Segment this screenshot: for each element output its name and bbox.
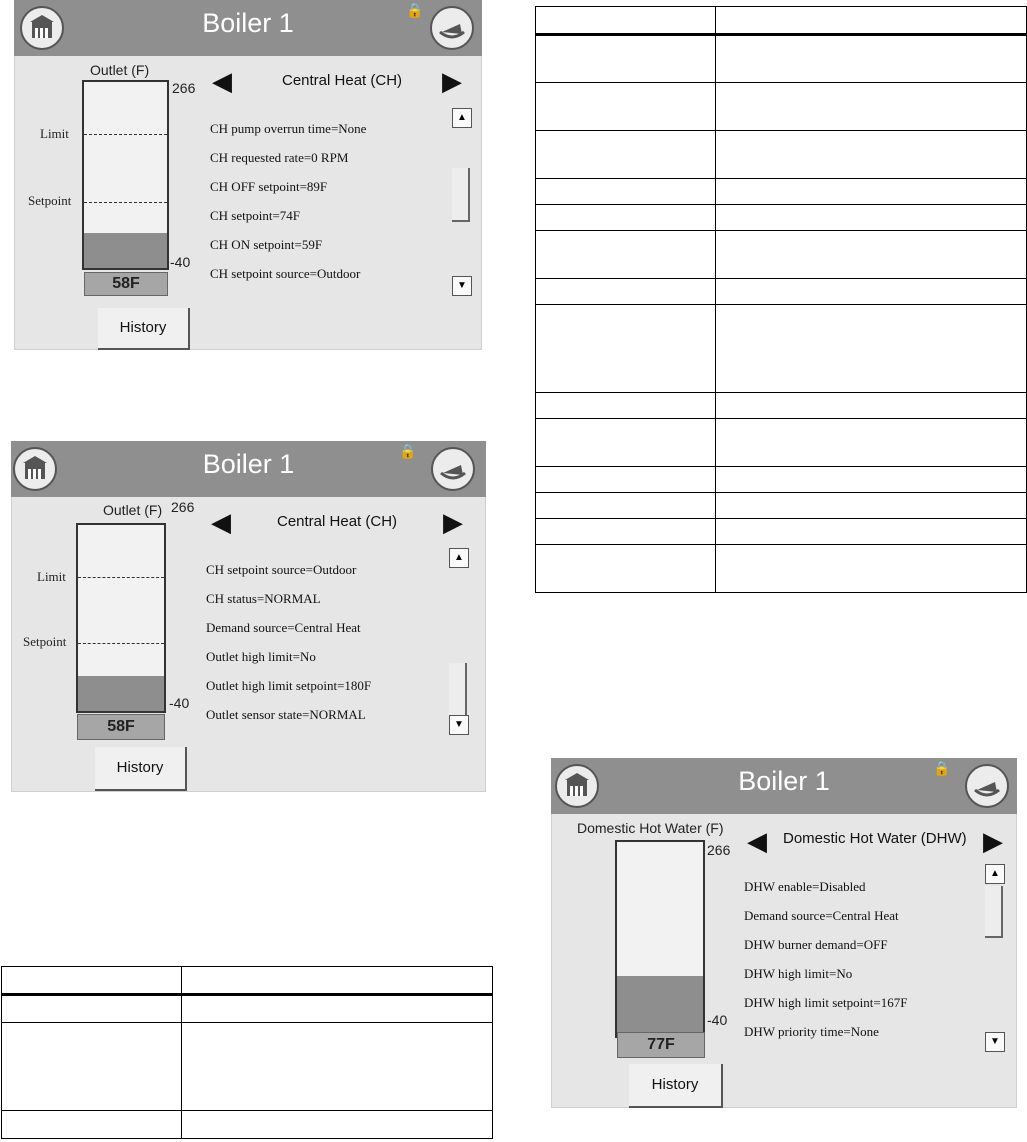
limit-label: Limit (40, 126, 69, 141)
table-row (536, 545, 1027, 593)
gauge-fill (78, 676, 164, 711)
history-button[interactable]: History (98, 308, 190, 350)
setpoint-label: Setpoint (28, 193, 72, 208)
scrollbar-thumb[interactable] (449, 663, 467, 717)
lock-icon[interactable]: 🔒 (406, 2, 424, 18)
table-row (536, 131, 1027, 179)
history-button[interactable]: History (629, 1064, 723, 1108)
outlet-gauge (82, 80, 169, 270)
table-cell (716, 83, 1027, 131)
table-cell (182, 967, 493, 995)
table-row (2, 995, 493, 1023)
boiler-screen-3 (551, 758, 1017, 1108)
table-cell (2, 967, 182, 995)
scroll-up-button[interactable]: ▲ (985, 864, 1005, 884)
table-cell (716, 545, 1027, 593)
table-header-row (536, 7, 1027, 35)
table-cell (716, 493, 1027, 519)
list-item: CH setpoint source=Outdoor (210, 266, 361, 281)
table-cell (2, 1023, 182, 1111)
back-button[interactable] (430, 6, 474, 50)
boiler-screen-1 (14, 0, 482, 350)
left-arrow-icon[interactable]: ◀ (747, 826, 767, 856)
table-cell (716, 7, 1027, 35)
list-item: CH requested rate=0 RPM (210, 150, 349, 165)
lock-icon[interactable]: 🔒 (399, 443, 417, 459)
table-row (2, 1023, 493, 1111)
table-cell (716, 279, 1027, 305)
limit-line (84, 134, 167, 135)
lock-icon[interactable]: 🔒 (933, 760, 951, 776)
list-item: DHW high limit=No (744, 966, 853, 981)
table-cell (716, 393, 1027, 419)
list-item: DHW burner demand=OFF (744, 937, 888, 952)
setpoint-line (84, 202, 167, 203)
gauge-max: 266 (707, 842, 731, 858)
scroll-down-button[interactable]: ▼ (452, 276, 472, 296)
table-header-row (2, 967, 493, 995)
list-item: Outlet high limit setpoint=180F (206, 678, 372, 693)
boiler-screen-2 (11, 441, 486, 792)
mode-label: Central Heat (CH) (282, 72, 403, 89)
table-cell (536, 493, 716, 519)
list-item: Demand source=Central Heat (206, 620, 361, 635)
table-cell (716, 467, 1027, 493)
table-cell (182, 995, 493, 1023)
back-button[interactable] (431, 447, 475, 491)
table-row (536, 179, 1027, 205)
right-arrow-icon[interactable]: ▶ (983, 826, 1003, 856)
back-button[interactable] (965, 764, 1009, 808)
list-item: DHW priority time=None (744, 1024, 879, 1039)
table-cell (716, 179, 1027, 205)
gauge-min: -40 (169, 695, 190, 711)
parameter-table-right (535, 6, 1027, 593)
gauge-min: -40 (170, 254, 191, 270)
table-cell (536, 179, 716, 205)
gauge-label: Outlet (F) (103, 502, 163, 518)
list-item: CH OFF setpoint=89F (210, 179, 328, 194)
list-item: Demand source=Central Heat (744, 908, 899, 923)
table-cell (536, 35, 716, 83)
right-arrow-icon[interactable]: ▶ (443, 507, 463, 537)
scrollbar-thumb[interactable] (452, 168, 470, 222)
parameter-list (210, 121, 366, 295)
gauge-max: 266 (172, 80, 196, 96)
return-icon (432, 8, 472, 48)
table-cell (2, 995, 182, 1023)
table-cell (536, 7, 716, 35)
table-row (2, 1111, 493, 1139)
gauge-label: Outlet (F) (90, 62, 150, 78)
table-cell (716, 131, 1027, 179)
table-row (536, 419, 1027, 467)
screen-title: Boiler 1 (738, 766, 830, 796)
scroll-up-button[interactable]: ▲ (452, 108, 472, 128)
table-cell (536, 205, 716, 231)
table-cell (536, 231, 716, 279)
list-item: CH pump overrun time=None (210, 121, 367, 136)
table-row (536, 519, 1027, 545)
parameter-table-left (1, 966, 493, 1139)
table-row (536, 35, 1027, 83)
gauge-fill (84, 233, 167, 268)
gauge-label: Domestic Hot Water (F) (577, 820, 724, 836)
table-cell (536, 419, 716, 467)
limit-label: Limit (37, 569, 66, 584)
table-cell (2, 1111, 182, 1139)
screen-title: Boiler 1 (202, 8, 294, 38)
outlet-gauge (76, 523, 166, 713)
scroll-down-button[interactable]: ▼ (985, 1032, 1005, 1052)
table-row (536, 393, 1027, 419)
dhw-gauge (615, 840, 705, 1038)
mode-label: Central Heat (CH) (277, 513, 398, 530)
table-cell (536, 393, 716, 419)
table-cell (716, 35, 1027, 83)
list-item: DHW enable=Disabled (744, 879, 866, 894)
parameter-list (744, 879, 907, 1053)
scroll-up-button[interactable]: ▲ (449, 548, 469, 568)
list-item: CH setpoint source=Outdoor (206, 562, 357, 577)
right-arrow-icon[interactable]: ▶ (442, 66, 462, 96)
table-cell (536, 279, 716, 305)
left-arrow-icon[interactable]: ◀ (212, 66, 232, 96)
list-item: CH setpoint=74F (210, 208, 301, 223)
gauge-min: -40 (707, 1012, 728, 1028)
return-icon (433, 449, 473, 489)
setpoint-label: Setpoint (23, 634, 67, 649)
table-cell (182, 1023, 493, 1111)
table-row (536, 305, 1027, 393)
table-cell (536, 83, 716, 131)
gauge-max: 266 (171, 499, 195, 515)
current-temp: 58F (77, 714, 165, 740)
table-cell (716, 419, 1027, 467)
list-item: CH status=NORMAL (206, 591, 321, 606)
table-row (536, 83, 1027, 131)
table-cell (716, 231, 1027, 279)
table-cell (536, 545, 716, 593)
limit-line (78, 577, 164, 578)
list-item: Outlet high limit=No (206, 649, 316, 664)
table-cell (716, 305, 1027, 393)
table-cell (536, 305, 716, 393)
list-item: CH ON setpoint=59F (210, 237, 323, 252)
setpoint-line (78, 643, 164, 644)
left-arrow-icon[interactable]: ◀ (211, 507, 231, 537)
table-cell (716, 519, 1027, 545)
table-row (536, 493, 1027, 519)
list-item: DHW high limit setpoint=167F (744, 995, 908, 1010)
list-item: Outlet sensor state=NORMAL (206, 707, 366, 722)
table-cell (536, 467, 716, 493)
screen-title: Boiler 1 (202, 449, 295, 479)
table-cell (716, 205, 1027, 231)
parameter-list (206, 562, 371, 736)
table-row (536, 279, 1027, 305)
return-icon (967, 766, 1007, 806)
mode-label: Domestic Hot Water (DHW) (783, 830, 967, 847)
history-button[interactable]: History (95, 747, 187, 791)
scrollbar-thumb[interactable] (985, 886, 1003, 938)
table-row (536, 205, 1027, 231)
table-cell (182, 1111, 493, 1139)
table-row (536, 231, 1027, 279)
current-temp: 77F (617, 1032, 705, 1058)
scroll-down-button[interactable]: ▼ (449, 715, 469, 735)
table-cell (536, 519, 716, 545)
table-row (536, 467, 1027, 493)
table-cell (536, 131, 716, 179)
current-temp: 58F (84, 272, 168, 296)
gauge-fill (617, 976, 703, 1036)
